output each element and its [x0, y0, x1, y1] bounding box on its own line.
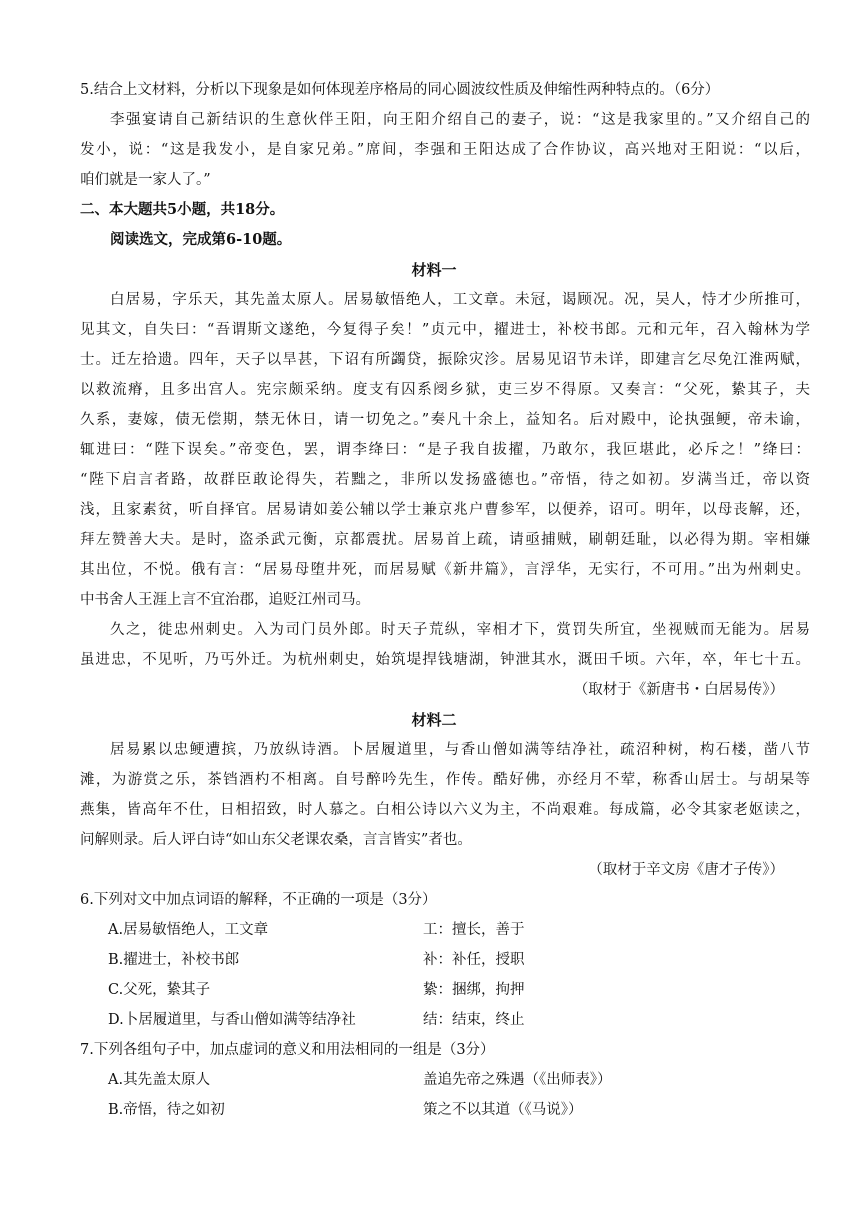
material-1-line: “陛下启言者路，故群臣敢论得失，若黜之，非所以发扬盛德也。”帝悟，待之如初。岁满当迁，帝以资	[80, 472, 810, 488]
question-7-stem: 7.下列各组句子中，加点虚词的意义和用法相同的一组是（3分）	[80, 1042, 495, 1058]
section-2-heading: 二、本大题共5小题，共18分。	[80, 201, 285, 218]
question-7-option-a-compare: 盖追先帝之殊遇（《出师表》）	[423, 1072, 612, 1088]
question-7-option-b: B.帝悟，待之如初	[108, 1102, 225, 1118]
section-2-instruction: 阅读选文，完成第6-10题。	[110, 231, 292, 248]
question-7-option-b-compare: 策之不以其道（《马说》）	[423, 1102, 583, 1118]
material-2-source: （取材于辛文房《唐才子传》）	[588, 862, 784, 878]
material-2-line: 燕集，皆高年不仕，日相招致，时人慕之。白相公诗以六义为主，不尚艰难。每成篇，必令其家老妪读之，	[80, 802, 810, 818]
question-6-option-c: C.父死，絷其子	[108, 982, 211, 998]
material-1-line: 士。迁左拾遗。四年，天子以旱甚，下诏有所蠲贷，振除灾沴。居易见诏节未详，即建言乞尽免江淮两赋，	[80, 352, 810, 368]
material-1-line: 久系，妻嫁，债无偿期，禁无休日，请一切免之。”奏凡十余上，益知名。后对殿中，论执强鲠，帝未谕，	[80, 412, 810, 428]
question-6-option-b-gloss: 补：补任，授职	[423, 952, 525, 968]
material-1-source: （取材于《新唐书・白居易传》）	[573, 682, 784, 698]
material-2-line: 居易累以忠鲠遭摈，乃放纵诗酒。卜居履道里，与香山僧如满等结净社，疏沼种树，构石楼，凿八节	[110, 742, 810, 758]
question-5-stem: 5.结合上文材料，分析以下现象是如何体现差序格局的同心圆波纹性质及伸缩性两种特点的。（6分）	[80, 82, 720, 98]
material-1-line: 以救流瘠，且多出宫人。宪宗颇采纳。度支有囚系阌乡狱，吏三岁不得原。又奏言：“父死，絷其子，夫	[80, 382, 810, 398]
question-5-line: 咱们就是一家人了。”	[80, 172, 211, 188]
material-1-line: 拜左赞善大夫。是时，盗杀武元衡，京都震扰。居易首上疏，请亟捕贼，刷朝廷耻，以必得为期。宰相嫌	[80, 532, 810, 548]
material-1-line: 中书舍人王涯上言不宜治郡，追贬江州司马。	[80, 592, 370, 608]
question-7-option-a: A.其先盖太原人	[108, 1072, 211, 1088]
material-1-line: 见其文，自失曰：“吾谓斯文遂绝，今复得子矣！”贞元中，擢进士，补校书郎。元和元年，召入翰林为学	[80, 322, 810, 338]
material-1-line: 辄进曰：“陛下误矣。”帝变色，罢，谓李绛曰：“是子我自拔擢，乃敢尔，我叵堪此，必斥之！”绛曰：	[80, 442, 810, 458]
question-6-stem: 6.下列对文中加点词语的解释，不正确的一项是（3分）	[80, 892, 437, 908]
question-6-option-a-gloss: 工：擅长，善于	[423, 922, 525, 938]
question-6-option-d-gloss: 结：结束，终止	[423, 1012, 525, 1028]
material-1-line: 白居易，字乐天，其先盖太原人。居易敏悟绝人，工文章。未冠，谒顾况。况，吴人，恃才少所推可，	[110, 292, 810, 308]
material-1-line: 久之，徙忠州刺史。入为司门员外郎。时天子荒纵，宰相才下，赏罚失所宜，坐视贼而无能为。居易	[110, 622, 810, 638]
question-6-option-c-gloss: 絷：捆绑，拘押	[423, 982, 525, 998]
question-5-line: 发小，说：“这是我发小，是自家兄弟。”席间，李强和王阳达成了合作协议，高兴地对王阳说：“以后，	[80, 142, 810, 158]
material-2-line: 滩，为游赏之乐，茶铛酒杓不相离。自号醉吟先生，作传。酷好佛，亦经月不荤，称香山居士。与胡杲等	[80, 772, 810, 788]
material-1-line: 虽进忠，不见听，乃丐外迁。为杭州刺史，始筑堤捍钱塘湖，钟泄其水，溉田千顷。六年，卒，年七十五。	[80, 652, 810, 668]
material-1-line: 浅，且家素贫，听自择官。居易请如姜公辅以学士兼京兆户曹参军，以便养，诏可。明年，以母丧解，还，	[80, 502, 810, 518]
material-2-title: 材料二	[411, 711, 457, 729]
question-6-option-b: B.擢进士，补校书郎	[108, 952, 240, 968]
question-6-option-d: D.卜居履道里，与香山僧如满等结净社	[108, 1012, 356, 1028]
material-1-title: 材料一	[411, 261, 457, 279]
material-2-line: 问解则录。后人评白诗“如山东父老课农桑，言言皆实”者也。	[80, 832, 472, 848]
material-1-line: 其出位，不悦。俄有言：“居易母堕井死，而居易赋《新井篇》，言浮华，无实行，不可用。”出为州刺史。	[80, 562, 810, 578]
question-5-line: 李强宴请自己新结识的生意伙伴王阳，向王阳介绍自己的妻子，说：“这是我家里的。”又介绍自己的	[110, 112, 810, 128]
question-6-option-a: A.居易敏悟绝人，工文章	[108, 922, 269, 938]
